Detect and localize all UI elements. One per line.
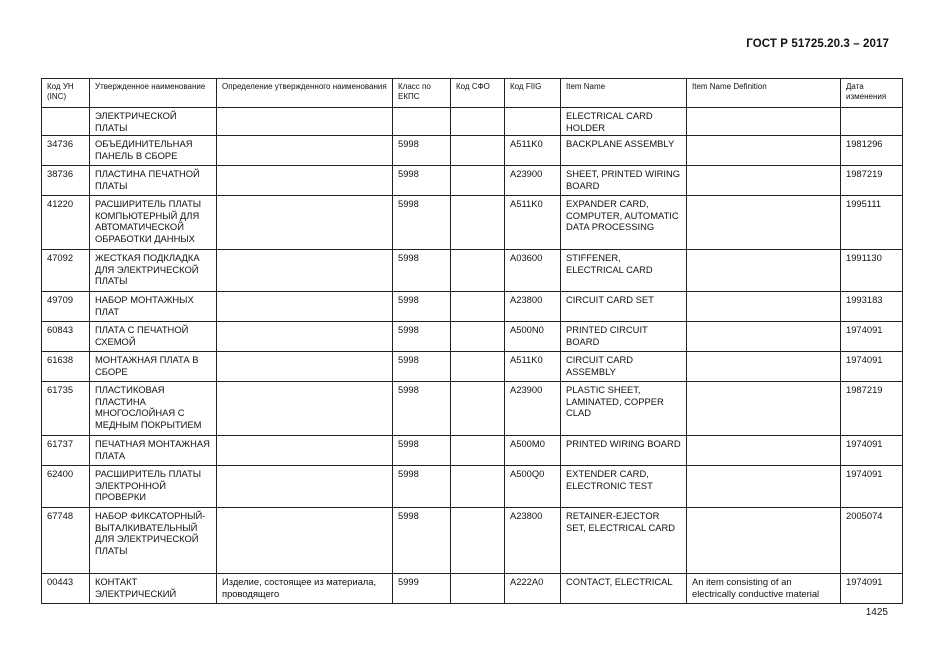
cell-ekps-class: 5998 [393,466,451,508]
cell-inc: 67748 [42,508,90,574]
cell-approved-name: ПЛАСТИКОВАЯ ПЛАСТИНА МНОГОСЛОЙНАЯ С МЕДНЫМ ПОКРЫТИЕМ [90,382,217,436]
cell-item-name-definition [687,466,841,508]
table-header [42,79,903,108]
cell-sfo-code [451,108,505,136]
table-row [42,108,903,136]
cell-item-name: BACKPLANE ASSEMBLY [561,136,687,166]
cell-inc: 34736 [42,136,90,166]
table-row [42,352,903,382]
cell-sfo-code [451,292,505,322]
cell-change-date: 1987219 [841,166,903,196]
cell-approved-name: РАСШИРИТЕЛЬ ПЛАТЫ ЭЛЕКТРОННОЙ ПРОВЕРКИ [90,466,217,508]
table-row [42,250,903,292]
col-header-inc: Код УН (INC) [42,79,90,108]
cell-item-name-definition [687,508,841,574]
cell-ekps-class: 5998 [393,196,451,250]
cell-name-definition [217,250,393,292]
cell-change-date: 1974091 [841,322,903,352]
cell-inc: 62400 [42,466,90,508]
col-header-approved-name: Утвержденное наименование [90,79,217,108]
col-header-sfo-code: Код СФО [451,79,505,108]
cell-fiig-code: A500Q0 [505,466,561,508]
col-header-fiig-code: Код FIIG [505,79,561,108]
cell-sfo-code [451,136,505,166]
cell-change-date [841,108,903,136]
cell-fiig-code: A03600 [505,250,561,292]
cell-change-date: 1991130 [841,250,903,292]
cell-fiig-code: A500M0 [505,436,561,466]
cell-approved-name: ПЛАСТИНА ПЕЧАТНОЙ ПЛАТЫ [90,166,217,196]
table-row [42,466,903,508]
cell-name-definition [217,322,393,352]
cell-approved-name: РАСШИРИТЕЛЬ ПЛАТЫ КОМПЬЮТЕРНЫЙ ДЛЯ АВТОМАТИЧЕСКОЙ ОБРАБОТКИ ДАННЫХ [90,196,217,250]
cell-approved-name: НАБОР МОНТАЖНЫХ ПЛАТ [90,292,217,322]
cell-sfo-code [451,436,505,466]
table-body [42,108,903,604]
cell-approved-name: ЖЕСТКАЯ ПОДКЛАДКА ДЛЯ ЭЛЕКТРИЧЕСКОЙ ПЛАТЫ [90,250,217,292]
cell-name-definition [217,382,393,436]
cell-ekps-class: 5998 [393,322,451,352]
cell-ekps-class: 5998 [393,352,451,382]
cell-item-name: STIFFENER, ELECTRICAL CARD [561,250,687,292]
cell-change-date: 1981296 [841,136,903,166]
cell-fiig-code: A23900 [505,382,561,436]
cell-sfo-code [451,382,505,436]
cell-item-name-definition: An item consisting of an electrically conductive material [687,574,841,604]
cell-item-name-definition [687,352,841,382]
cell-fiig-code: A511K0 [505,136,561,166]
cell-sfo-code [451,196,505,250]
cell-change-date: 1995111 [841,196,903,250]
item-names-table [41,78,903,604]
cell-item-name: SHEET, PRINTED WIRING BOARD [561,166,687,196]
page-number: 1425 [865,607,888,618]
cell-ekps-class: 5998 [393,136,451,166]
cell-item-name: CONTACT, ELECTRICAL [561,574,687,604]
cell-inc: 38736 [42,166,90,196]
cell-inc: 61735 [42,382,90,436]
cell-ekps-class: 5998 [393,382,451,436]
cell-fiig-code: A23800 [505,508,561,574]
document-standard-header: ГОСТ Р 51725.20.3 – 2017 [746,38,889,50]
cell-change-date: 1993183 [841,292,903,322]
cell-sfo-code [451,166,505,196]
col-header-item-name: Item Name [561,79,687,108]
cell-name-definition [217,508,393,574]
cell-fiig-code: A23900 [505,166,561,196]
table-row [42,436,903,466]
cell-name-definition [217,466,393,508]
cell-ekps-class: 5998 [393,508,451,574]
col-header-name-definition: Определение утвержденного наименования [217,79,393,108]
cell-name-definition [217,108,393,136]
cell-approved-name: ОБЪЕДИНИТЕЛЬНАЯ ПАНЕЛЬ В СБОРЕ [90,136,217,166]
cell-item-name-definition [687,322,841,352]
cell-change-date: 1987219 [841,382,903,436]
cell-item-name-definition [687,250,841,292]
cell-fiig-code [505,108,561,136]
cell-fiig-code: A511K0 [505,352,561,382]
table-row [42,508,903,574]
cell-inc: 61638 [42,352,90,382]
cell-item-name-definition [687,196,841,250]
table-row [42,322,903,352]
cell-name-definition [217,352,393,382]
cell-inc: 00443 [42,574,90,604]
col-header-change-date: Дата изменения [841,79,903,108]
cell-inc: 61737 [42,436,90,466]
table-row [42,136,903,166]
cell-approved-name: ПЕЧАТНАЯ МОНТАЖНАЯ ПЛАТА [90,436,217,466]
cell-ekps-class: 5998 [393,292,451,322]
cell-ekps-class: 5998 [393,250,451,292]
cell-ekps-class: 5998 [393,166,451,196]
table-row [42,382,903,436]
cell-item-name: PRINTED CIRCUIT BOARD [561,322,687,352]
cell-fiig-code: A500N0 [505,322,561,352]
cell-name-definition [217,292,393,322]
cell-sfo-code [451,322,505,352]
table-row [42,166,903,196]
cell-ekps-class [393,108,451,136]
cell-approved-name: ЭЛЕКТРИЧЕСКОЙ ПЛАТЫ [90,108,217,136]
cell-name-definition [217,436,393,466]
cell-inc: 49709 [42,292,90,322]
cell-item-name: PLASTIC SHEET, LAMINATED, COPPER CLAD [561,382,687,436]
cell-fiig-code: A23800 [505,292,561,322]
header-row [42,79,903,108]
cell-sfo-code [451,466,505,508]
cell-sfo-code [451,352,505,382]
cell-name-definition [217,196,393,250]
cell-item-name: CIRCUIT CARD ASSEMBLY [561,352,687,382]
cell-inc: 60843 [42,322,90,352]
cell-item-name-definition [687,292,841,322]
cell-item-name: EXPANDER CARD, COMPUTER, AUTOMATIC DATA PROCESSING [561,196,687,250]
table-row [42,574,903,604]
cell-change-date: 1974091 [841,436,903,466]
cell-item-name-definition [687,136,841,166]
cell-change-date: 2005074 [841,508,903,574]
cell-inc: 41220 [42,196,90,250]
cell-sfo-code [451,574,505,604]
cell-name-definition [217,136,393,166]
cell-approved-name: ПЛАТА С ПЕЧАТНОЙ СХЕМОЙ [90,322,217,352]
cell-item-name-definition [687,108,841,136]
cell-inc [42,108,90,136]
cell-item-name: EXTENDER CARD, ELECTRONIC TEST [561,466,687,508]
cell-item-name: CIRCUIT CARD SET [561,292,687,322]
cell-fiig-code: A222A0 [505,574,561,604]
cell-item-name: PRINTED WIRING BOARD [561,436,687,466]
table-row [42,196,903,250]
cell-approved-name: КОНТАКТ ЭЛЕКТРИЧЕСКИЙ [90,574,217,604]
cell-change-date: 1974091 [841,352,903,382]
cell-fiig-code: A511K0 [505,196,561,250]
col-header-ekps-class: Класс по ЕКПС [393,79,451,108]
cell-sfo-code [451,250,505,292]
cell-approved-name: НАБОР ФИКСАТОРНЫЙ-ВЫТАЛКИВАТЕЛЬНЫЙ ДЛЯ ЭЛЕКТРИЧЕСКОЙ ПЛАТЫ [90,508,217,574]
cell-ekps-class: 5999 [393,574,451,604]
cell-name-definition: Изделие, состоящее из материала, проводящего [217,574,393,604]
cell-sfo-code [451,508,505,574]
cell-inc: 47092 [42,250,90,292]
cell-ekps-class: 5998 [393,436,451,466]
cell-item-name: ELECTRICAL CARD HOLDER [561,108,687,136]
col-header-item-name-definition: Item Name Definition [687,79,841,108]
cell-name-definition [217,166,393,196]
cell-item-name-definition [687,436,841,466]
cell-item-name: RETAINER-EJECTOR SET, ELECTRICAL CARD [561,508,687,574]
table-row [42,292,903,322]
cell-approved-name: МОНТАЖНАЯ ПЛАТА В СБОРЕ [90,352,217,382]
cell-item-name-definition [687,382,841,436]
cell-item-name-definition [687,166,841,196]
cell-change-date: 1974091 [841,466,903,508]
cell-change-date: 1974091 [841,574,903,604]
